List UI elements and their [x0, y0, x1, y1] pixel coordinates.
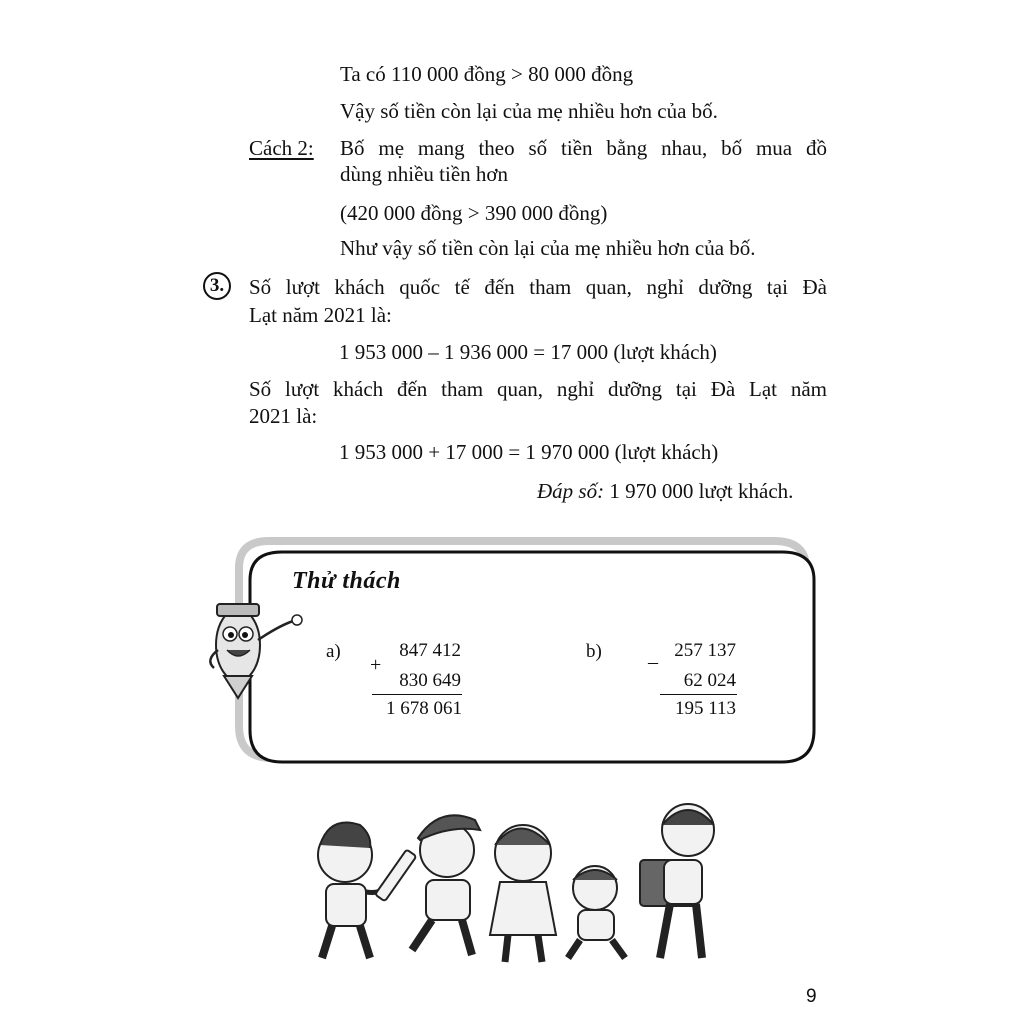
text-line-comparison: Ta có 110 000 đồng > 80 000 đồng: [340, 62, 634, 86]
child-4-figure: [568, 866, 625, 958]
child-2-figure: [375, 815, 480, 955]
problem-a-label: a): [326, 641, 341, 662]
exercise-3-line-3: Số lượt khách đến tham quan, nghỉ dưỡng tại Đà Lạt năm: [249, 377, 827, 401]
page-number: 9: [806, 986, 817, 1007]
problem-a-result: 1 678 061: [386, 698, 462, 719]
text-line-conclusion-2: Như vậy số tiền còn lại của mẹ nhiều hơn của bố.: [340, 236, 756, 260]
text-line-method-2-comparison: (420 000 đồng > 390 000 đồng): [340, 201, 608, 225]
problem-b-label: b): [586, 641, 602, 662]
text-line-method-2a: Bố mẹ mang theo số tiền bằng nhau, bố mua đồ: [340, 136, 827, 160]
problem-b-top: 257 137: [674, 640, 736, 661]
plus-sign: +: [370, 654, 382, 676]
problem-a-top: 847 412: [399, 640, 461, 661]
equation-2: 1 953 000 + 17 000 = 1 970 000 (lượt khách): [339, 440, 719, 464]
challenge-title: Thử thách: [292, 568, 401, 594]
exercise-number-badge: 3.: [203, 272, 231, 300]
text-line-method-2b: dùng nhiều tiền hơn: [340, 162, 508, 186]
text-line-conclusion-1: Vậy số tiền còn lại của mẹ nhiều hơn của bố.: [340, 99, 718, 123]
answer-value: 1 970 000 lượt khách.: [609, 479, 794, 503]
problem-b-result: 195 113: [674, 698, 736, 719]
problem-b-bottom: 62 024: [683, 670, 736, 691]
method-2-label: Cách 2:: [249, 136, 314, 160]
exercise-3-line-2: Lạt năm 2021 là:: [249, 303, 392, 327]
problem-a-bottom: 830 649: [399, 670, 461, 691]
exercise-3-line-1: Số lượt khách quốc tế đến tham quan, nghỉ dưỡng tại Đà: [249, 275, 827, 299]
answer-label: Đáp số:: [537, 479, 605, 503]
child-3-figure: [490, 825, 556, 962]
equation-1: 1 953 000 – 1 936 000 = 17 000 (lượt khách): [339, 340, 717, 364]
exercise-3-line-4: 2021 là:: [249, 404, 318, 428]
child-5-figure: [640, 804, 714, 958]
minus-sign: –: [648, 651, 658, 673]
